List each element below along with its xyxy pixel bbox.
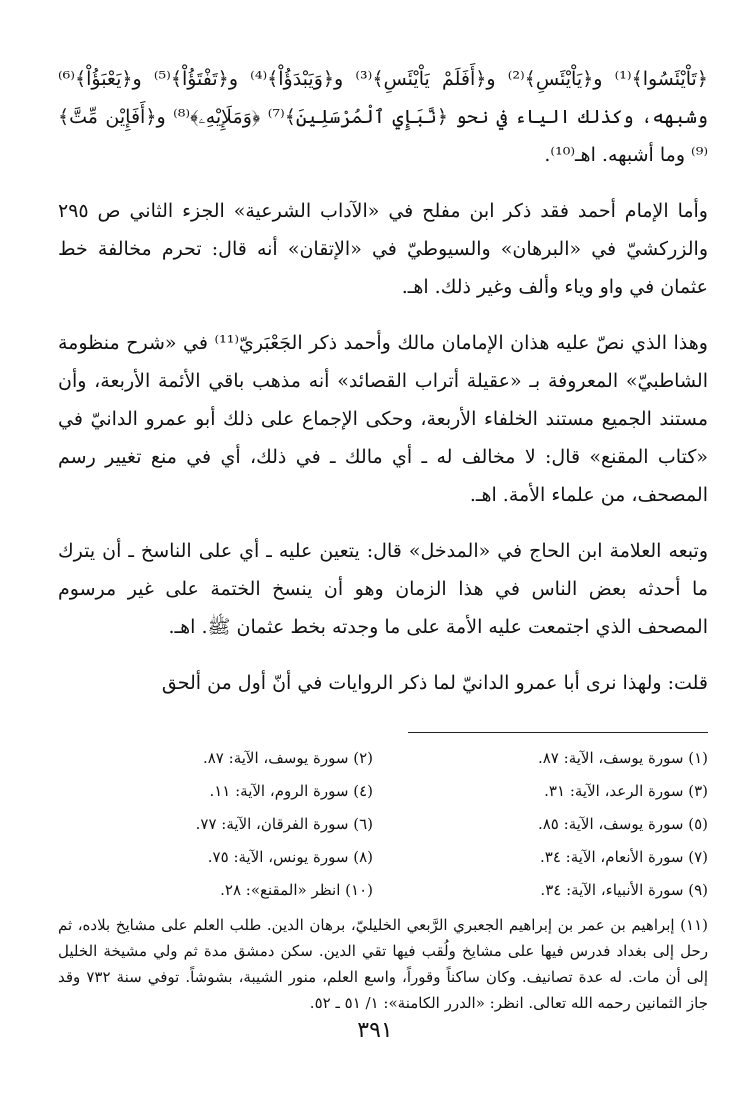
footnote-6: (٦) سورة الفرقان، الآية: ٧٧.: [195, 815, 373, 833]
paragraph-qultu: قلت: ولهذا نرى أبا عمرو الدانيّ لما ذكر الروايات في أنّ أول من ألحق: [161, 672, 708, 694]
page-content: [58, 60, 708, 1016]
footnote-1: (١) سورة يوسف، الآية: ٨٧.: [537, 749, 708, 767]
footnote-10: (١٠) انظر «المقنع»: ٢٨.: [220, 881, 373, 899]
footnote-separator: [408, 732, 708, 733]
footnotes-grid: [58, 745, 708, 904]
footnote-4: (٤) سورة الروم، الآية: ١١.: [209, 782, 373, 800]
footnote-8: (٨) سورة يونس، الآية: ٧٥.: [207, 848, 373, 866]
paragraph-jabari: وهذا الذي نصّ عليه هذان الإمامان مالك وأحمد ذكر الجَعْبَريّ⁽¹¹⁾ في «شرح منظومة الشاطبيّ» المعروفة بـ «عقيلة أتراب القصائد» أنه مذهب باقي الأئمة الأربعة، وأن مستند الجميع مستند الخلفاء الأربعة، وحكى الإجماع على ذلك أبو عمرو الدانيّ في «كتاب المقنع» قال: لا مخالف له ـ أي مالك ـ في ذلك، أي في منع تغيير رسم المصحف، من علماء الأمة. اهـ.: [58, 332, 708, 506]
main-text: [58, 60, 708, 702]
footnote-11: (١١) إبراهيم بن عمر بن إبراهيم الجعبري الرَّبعي الخليليّ، برهان الدين. طلب العلم على مشايخ بلاده، ثم رحل إلى بغداد فدرس فيها على مشايخ ولُقب فيها تقي الدين. سكن دمشق مدة ثم ولي مشيخة الخليل إلى أن مات. له عدة تصانيف. وكان ساكناً وقوراً، واسع العلم، منور الشيبة، بشوشاً. توفي سنة ٧٣٢ وقد جاز الثمانين رحمه الله تعالى. انظر: «الدرر الكامنة»: ١/ ٥١ ـ ٥٢.: [58, 916, 709, 1012]
page-number: ٣٩١: [357, 1018, 393, 1043]
paragraph-quran-words: ﴿تَاْيْئَسُوا﴾⁽¹⁾ و﴿يَاْيْئَسِ﴾⁽²⁾ و﴿أَفَلَمْ يَاْيْئَسِ﴾⁽³⁾ و﴿وَيَبْدَؤُاْ﴾⁽⁴⁾ و﴿تَفْتَؤُاْ﴾⁽⁵⁾ و﴿يَعْبَؤُاْ﴾⁽⁶⁾ وشبهه، وكذلك الياء في نحو ﴿نَّبَإِي ٱلْمُرْسَلِينَ﴾⁽⁷⁾ ﴿وَمَلَإِيْهِۦ﴾⁽⁸⁾ و﴿أَفَإِيْن مِّتَّ﴾⁽⁹⁾ وما أشبهه. اهـ⁽¹⁰⁾.: [58, 68, 708, 166]
footnote-2: (٢) سورة يوسف، الآية: ٨٧.: [202, 749, 373, 767]
footnote-5: (٥) سورة يوسف، الآية: ٨٥.: [537, 815, 708, 833]
paragraph-imam-ahmad: وأما الإمام أحمد فقد ذكر ابن مفلح في «الآداب الشرعية» الجزء الثاني ص ٢٩٥ والزركشيّ في «البرهان» والسيوطيّ في «الإتقان» أنه قال: تحرم مخالفة خط عثمان في واو وياء وألف وغير ذلك. اهـ.: [58, 200, 708, 298]
paragraph-ibn-alhajj: وتبعه العلامة ابن الحاج في «المدخل» قال: يتعين عليه ـ أي على الناسخ ـ أن يترك ما أحدثه بعض الناس في هذا الزمان وهو أن ينسخ الختمة على غير مرسوم المصحف الذي اجتمعت عليه الأمة على ما وجدته بخط عثمان ﷺ. اهـ.: [58, 540, 708, 638]
footnote-9: (٩) سورة الأنبياء، الآية: ٣٤.: [540, 881, 708, 899]
footnote-3: (٣) سورة الرعد، الآية: ٣١.: [544, 782, 708, 800]
footnote-7: (٧) سورة الأنعام، الآية: ٣٤.: [540, 848, 708, 866]
